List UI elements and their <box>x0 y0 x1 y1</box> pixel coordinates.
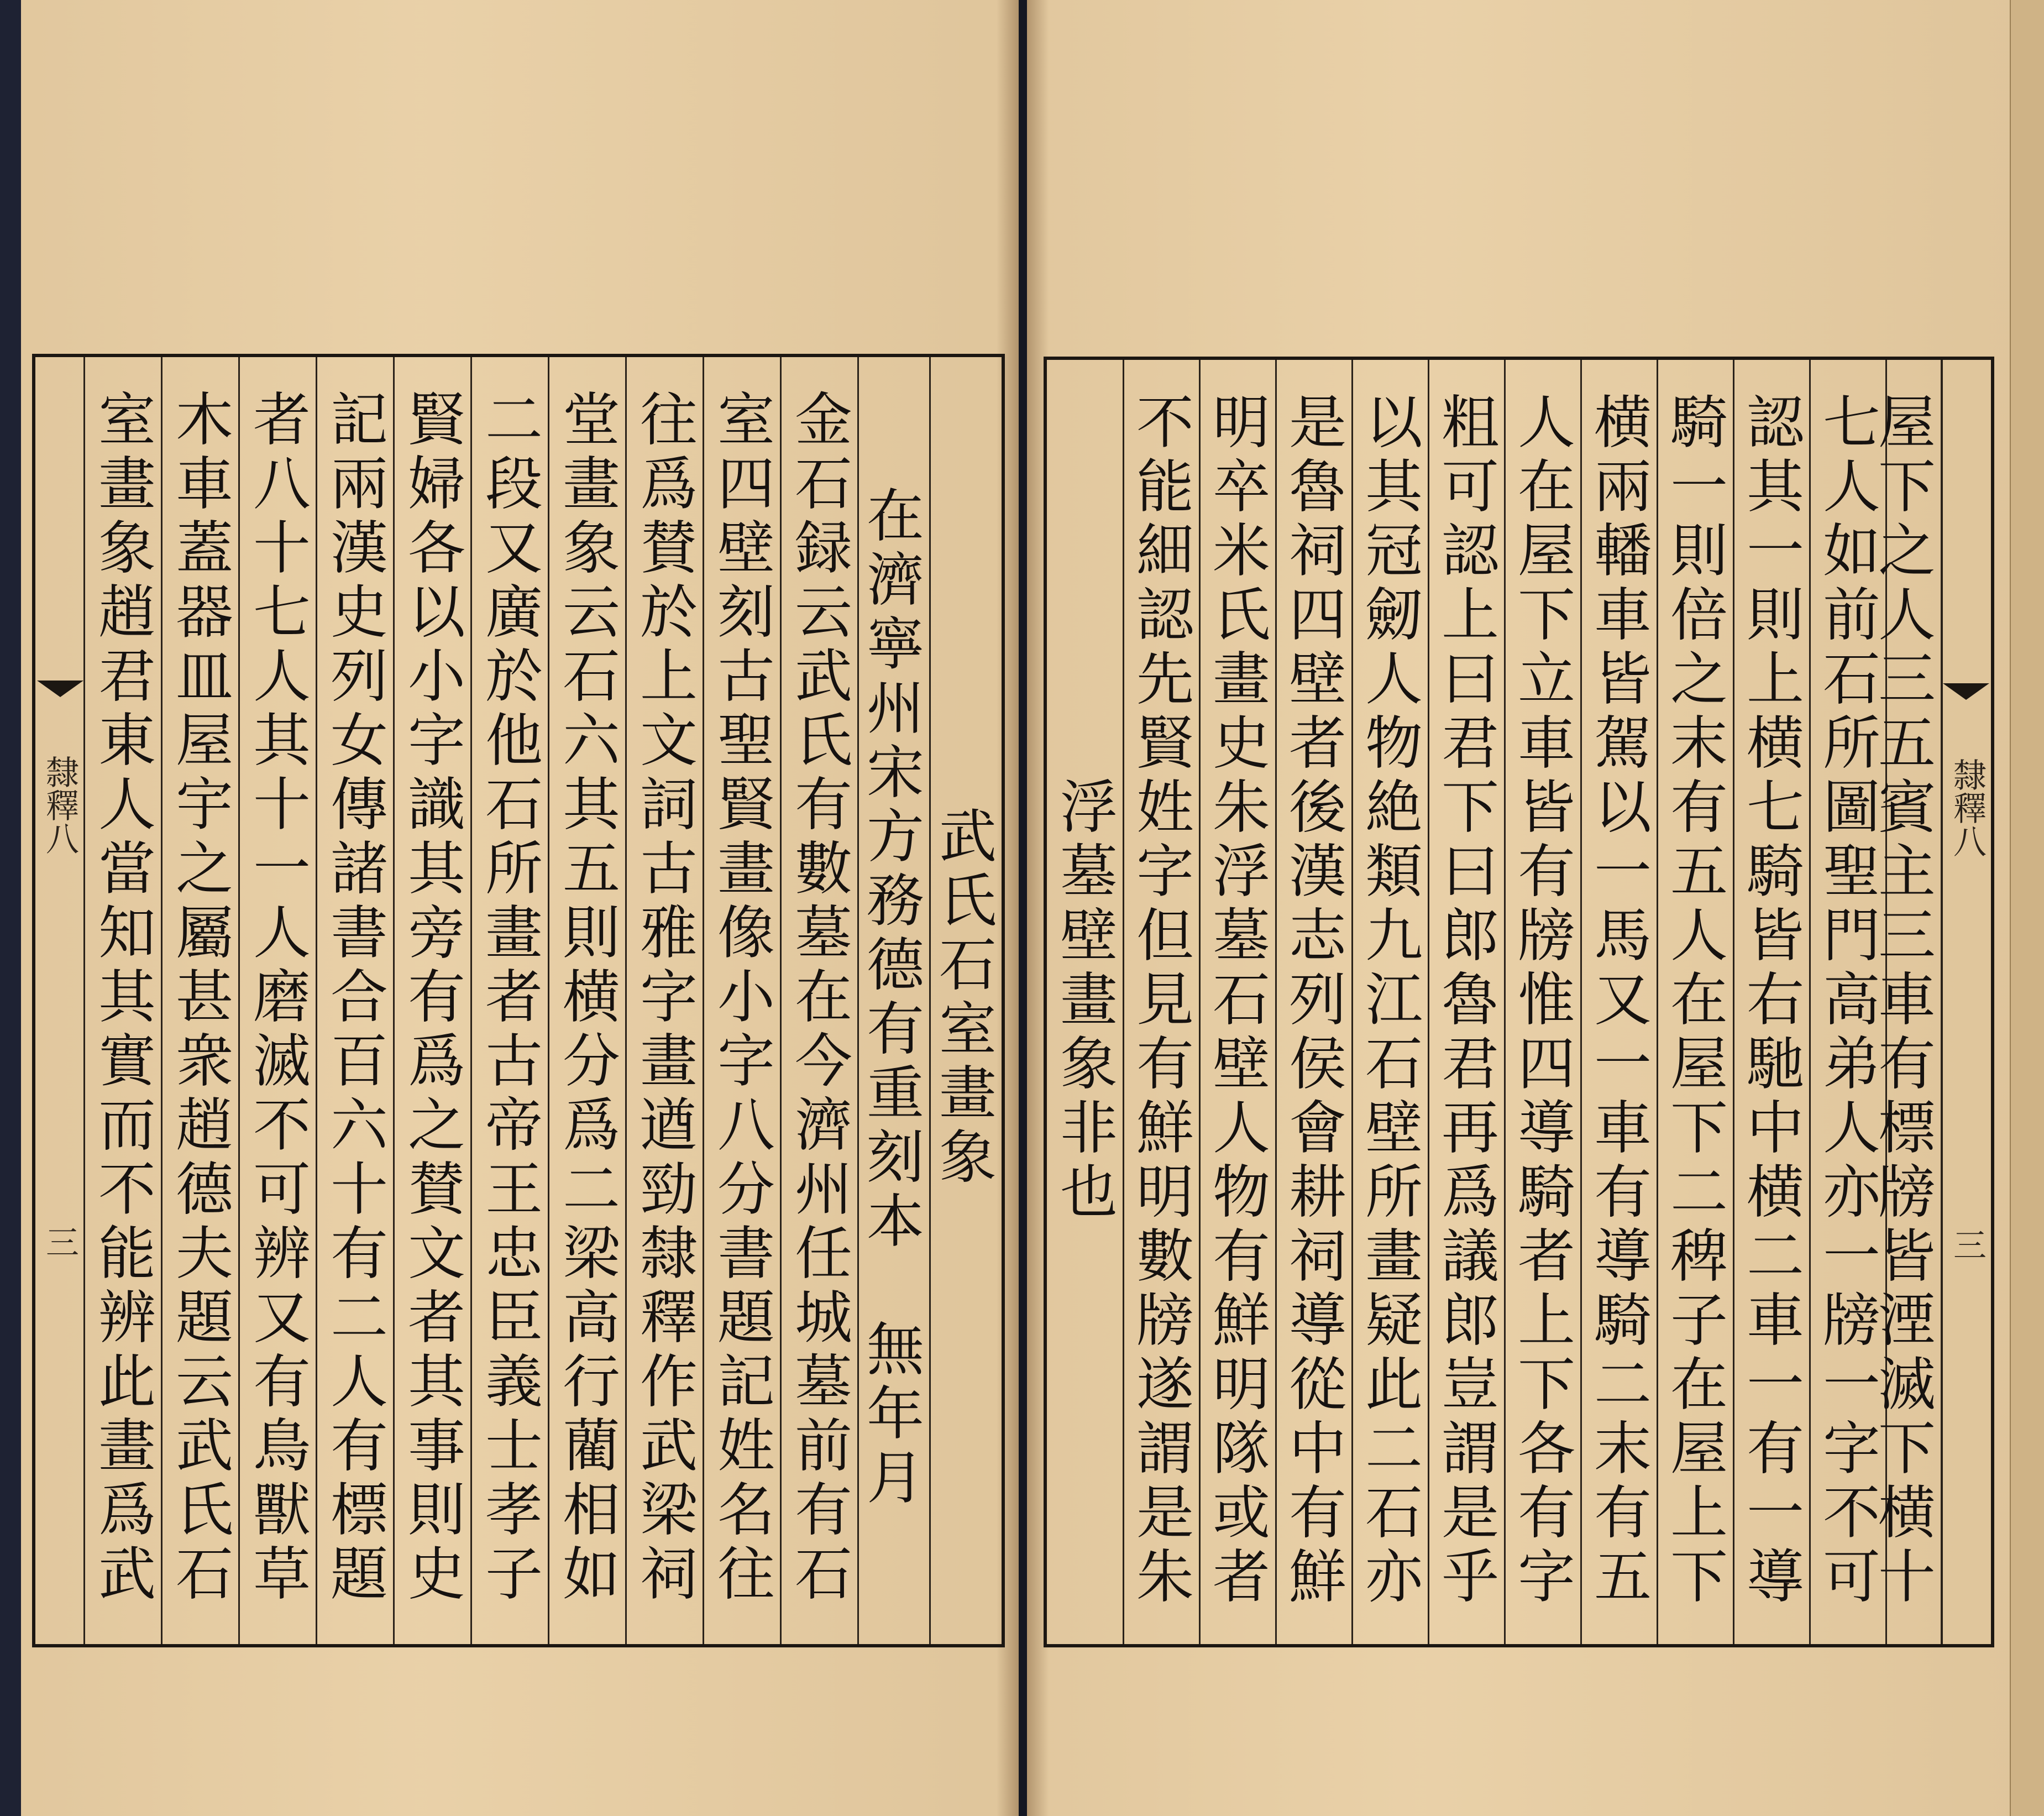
column-text: 屋下之人三五賓主三車有標牓皆湮滅下横十 <box>1868 392 1936 1610</box>
column-text: 二段又廣於他石所畫者古帝王忠臣義士孝子 <box>475 389 543 1608</box>
column-text: 者八十七人其十一人磨滅不可辨又有鳥獸草 <box>243 389 311 1608</box>
text-column <box>1868 360 1942 1644</box>
column-text: 騎一則倍之末有五人在屋下二稗子在屋上下 <box>1660 392 1728 1610</box>
binding-gutter <box>1019 0 1027 1816</box>
left-text-frame <box>32 354 1005 1647</box>
text-column <box>1277 360 1353 1644</box>
text-column <box>317 357 395 1644</box>
text-column <box>1658 360 1734 1644</box>
column-text: 木車蓋器皿屋宇之屬甚衆趙德夫題云武氏石 <box>166 389 233 1608</box>
text-column <box>85 357 163 1644</box>
section-title: 武氏石室畫象 <box>929 806 997 1191</box>
right-page <box>1027 0 2010 1816</box>
column-text: 記兩漢史列女傳諸書合百六十有二人有標題 <box>321 389 388 1608</box>
text-column <box>1201 360 1277 1644</box>
text-column <box>1506 360 1582 1644</box>
right-spine-label: 隸釋八 <box>1948 758 1987 857</box>
column-text: 賢婦各以小字識其旁有爲之賛文者其事則史 <box>398 389 465 1608</box>
text-column <box>163 357 240 1644</box>
text-column-title <box>931 357 1002 1644</box>
column-text: 認其一則上横七騎皆右馳中横二車一有一導 <box>1737 392 1804 1610</box>
left-spine-label: 隸釋八 <box>40 755 79 855</box>
column-text: 是魯祠四壁者後漢志列侯會耕祠導從中有鮮 <box>1279 392 1346 1610</box>
text-column <box>1353 360 1429 1644</box>
left-spine-column <box>35 357 85 1644</box>
column-text: 在濟寧州宋方務德有重刻本 無年月 <box>857 485 924 1511</box>
column-text: 粗可認上曰君下曰郎魯君再爲議郎豈謂是乎 <box>1432 392 1499 1610</box>
text-column <box>1124 360 1201 1644</box>
text-column <box>1429 360 1506 1644</box>
column-text: 室畫象趙君東人當知其實而不能辨此畫爲武 <box>88 389 156 1608</box>
column-text: 往爲賛於上文詞古雅字畫遒勁隸釋作武梁祠 <box>630 389 698 1608</box>
text-column <box>1582 360 1658 1644</box>
text-column <box>859 357 931 1644</box>
right-text-frame <box>1044 357 1994 1647</box>
text-column <box>704 357 782 1644</box>
text-column <box>472 357 549 1644</box>
fishtail-mark <box>1943 683 1989 700</box>
column-text: 人在屋下立車皆有牓惟四導騎者上下各有字 <box>1508 392 1575 1610</box>
column-text: 浮墓壁畫象非也 <box>1050 777 1118 1226</box>
column-text: 以其冠劒人物絶類九江石壁所畫疑此二石亦 <box>1355 392 1423 1610</box>
text-column <box>1734 360 1811 1644</box>
text-column <box>627 357 704 1644</box>
column-text: 室四壁刻古聖賢畫像小字八分書題記姓名往 <box>707 389 775 1608</box>
page-edge-strip <box>2010 0 2044 1816</box>
right-spine-column <box>1941 360 1991 1644</box>
left-page <box>21 0 1019 1816</box>
column-text: 明卒米氏畫史朱浮墓石壁人物有鮮明隊或者 <box>1203 392 1270 1610</box>
left-spine-number: 三 <box>40 1225 79 1258</box>
column-text: 堂畫象云石六其五則横分爲二梁高行藺相如 <box>553 389 620 1608</box>
column-text: 横兩轓車皆駕以一馬又一車有導騎二末有五 <box>1584 392 1652 1610</box>
text-column <box>782 357 859 1644</box>
right-spine-number: 三 <box>1948 1228 1987 1261</box>
column-text: 不能細認先賢姓字但見有鮮明數牓遂謂是朱 <box>1126 392 1194 1610</box>
text-column <box>549 357 627 1644</box>
text-column <box>240 357 317 1644</box>
column-text: 七人如前石所圖聖門高弟人亦一牓一字不可 <box>1813 392 1880 1610</box>
fishtail-mark <box>37 681 83 697</box>
text-column <box>1047 360 1124 1644</box>
text-column <box>395 357 472 1644</box>
column-text: 金石録云武氏有數墓在今濟州任城墓前有石 <box>785 389 852 1608</box>
